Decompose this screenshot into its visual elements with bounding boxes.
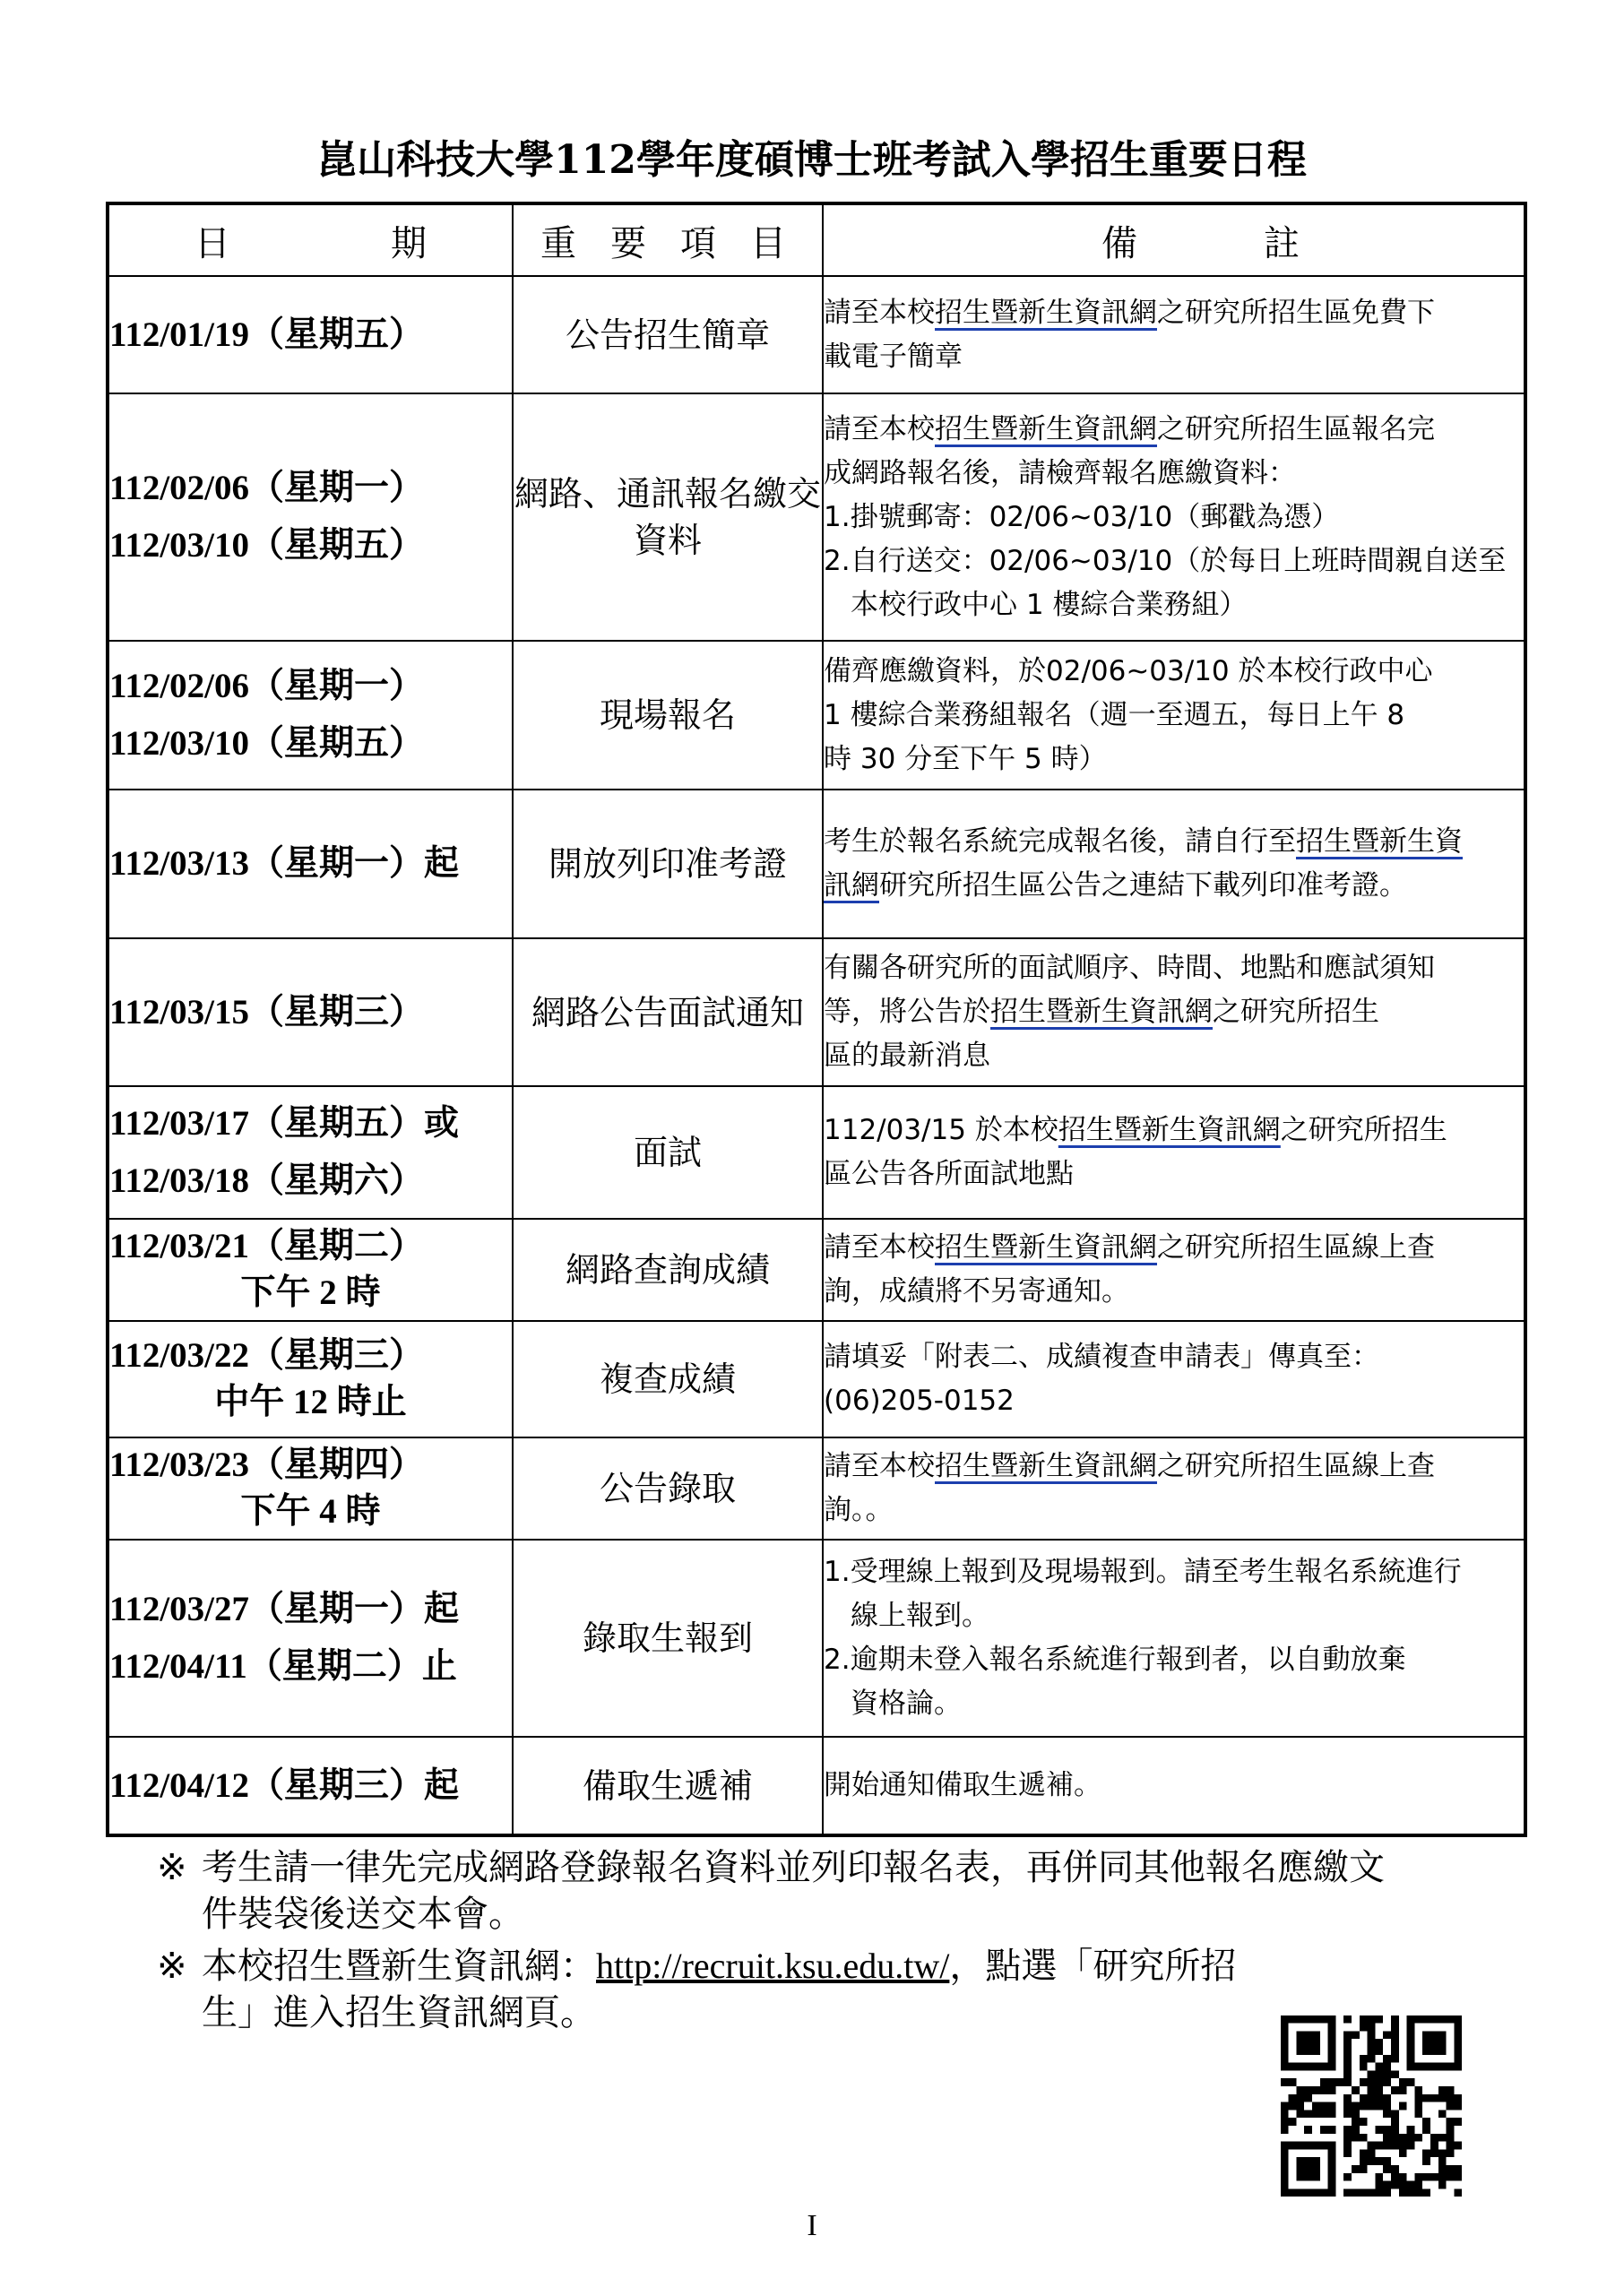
header-note: 備 註 (823, 203, 1525, 276)
recruit-site-link[interactable]: 招生暨新生資訊網 (935, 1450, 1157, 1482)
row-date: 112/04/12（星期三）起 (108, 1737, 513, 1835)
recruit-site-link[interactable]: 招生暨新生資訊網 (935, 412, 1157, 445)
row-date: 112/02/06（星期一） 112/03/10（星期五） (108, 641, 513, 790)
recruit-site-link[interactable]: 招生暨新生資訊網 (1058, 1114, 1281, 1146)
row-date: 112/03/27（星期一）起 112/04/11（星期二）止 (108, 1540, 513, 1737)
row-note: 有關各研究所的面試順序、時間、地點和應試須知 等，將公告於招生暨新生資訊網之研究所招生 區的最新消息 (823, 938, 1525, 1086)
row-item: 開放列印准考證 (513, 790, 823, 938)
table-row (108, 641, 1525, 790)
row-date: 112/01/19（星期五） (108, 276, 513, 393)
header-date: 日 期 (108, 203, 513, 276)
row-note: 備齊應繳資料，於02/06~03/10 於本校行政中心 1 樓綜合業務組報名（週一至週五，每日上午 8 時 30 分至下午 5 時） (823, 641, 1525, 790)
page-number: I (807, 2209, 817, 2242)
row-item: 錄取生報到 (513, 1540, 823, 1737)
row-item: 網路查詢成績 (513, 1219, 823, 1321)
row-note: 請至本校招生暨新生資訊網之研究所招生區免費下 載電子簡章 (823, 276, 1525, 393)
row-note: 請至本校招生暨新生資訊網之研究所招生區線上查 詢，成績將不另寄通知。 (823, 1219, 1525, 1321)
row-item: 公告招生簡章 (513, 276, 823, 393)
recruit-site-link[interactable]: 招生暨新生資訊網 (935, 1231, 1157, 1264)
table-row (108, 938, 1525, 1086)
recruit-site-link[interactable]: 招生暨新生資訊網 (990, 996, 1213, 1028)
recruit-url-link[interactable]: http://recruit.ksu.edu.tw/ (596, 1946, 950, 1986)
header-item: 重 要 項 目 (513, 203, 823, 276)
row-item: 備取生遞補 (513, 1737, 823, 1835)
row-item: 網路、通訊報名繳交資料 (513, 393, 823, 641)
table-header-row (108, 203, 1525, 276)
recruit-site-link[interactable]: 招生暨新生資 (1296, 825, 1463, 858)
row-note: 112/03/15 於本校招生暨新生資訊網之研究所招生 區公告各所面試地點 (823, 1086, 1525, 1219)
table-row (108, 1737, 1525, 1835)
row-item: 面試 (513, 1086, 823, 1219)
table-row (108, 1437, 1525, 1540)
row-date: 112/03/23（星期四） 下午 4 時 (108, 1437, 513, 1540)
row-item: 複查成績 (513, 1321, 823, 1437)
row-date: 112/03/17（星期五）或 112/03/18（星期六） (108, 1086, 513, 1219)
recruit-site-link[interactable]: 招生暨新生資訊網 (935, 296, 1157, 329)
table-row (108, 1219, 1525, 1321)
row-item: 網路公告面試通知 (513, 938, 823, 1086)
qr-code-icon (1273, 2006, 1470, 2206)
row-note: 請填妥「附表二、成績複查申請表」傳真至： (06)205-0152 (823, 1321, 1525, 1437)
row-item: 公告錄取 (513, 1437, 823, 1540)
table-row (108, 1086, 1525, 1219)
row-note: 請至本校招生暨新生資訊網之研究所招生區報名完 成網路報名後，請檢齊報名應繳資料： 1.掛號郵寄：02/06~03/10（郵戳為憑） 2.自行送交：02/06~03/10（於每日上班時間親自送至 本校行政中心 1 樓綜合業務組） (823, 393, 1525, 641)
row-date: 112/03/13（星期一）起 (108, 790, 513, 938)
table-row (108, 790, 1525, 938)
footnote-2: ※ 本校招生暨新生資訊網：http://recruit.ksu.edu.tw/，點選「研究所招 生」進入招生資訊網頁。 (157, 1946, 1237, 2033)
row-date: 112/02/06（星期一） 112/03/10（星期五） (108, 393, 513, 641)
table-row (108, 276, 1525, 393)
row-note: 考生於報名系統完成報名後，請自行至招生暨新生資 訊網研究所招生區公告之連結下載列印准考證。 (823, 790, 1525, 938)
schedule-table (106, 202, 1527, 1837)
page-title: 崑山科技大學112學年度碩博士班考試入學招生重要日程 (317, 137, 1307, 183)
row-note: 1.受理線上報到及現場報到。請至考生報名系統進行 線上報到。 2.逾期未登入報名系統進行報到者，以自動放棄 資格論。 (823, 1540, 1525, 1737)
row-date: 112/03/21（星期二） 下午 2 時 (108, 1219, 513, 1321)
table-row (108, 1540, 1525, 1737)
footnote-1: ※ 考生請一律先完成網路登錄報名資料並列印報名表，再併同其他報名應繳文 件裝袋後送交本會。 (157, 1847, 1385, 1935)
row-item: 現場報名 (513, 641, 823, 790)
table-row (108, 1321, 1525, 1437)
row-date: 112/03/22（星期三） 中午 12 時止 (108, 1321, 513, 1437)
row-note: 請至本校招生暨新生資訊網之研究所招生區線上查 詢。。 (823, 1437, 1525, 1540)
table-row (108, 393, 1525, 641)
row-note: 開始通知備取生遞補。 (823, 1737, 1525, 1835)
row-date: 112/03/15（星期三） (108, 938, 513, 1086)
